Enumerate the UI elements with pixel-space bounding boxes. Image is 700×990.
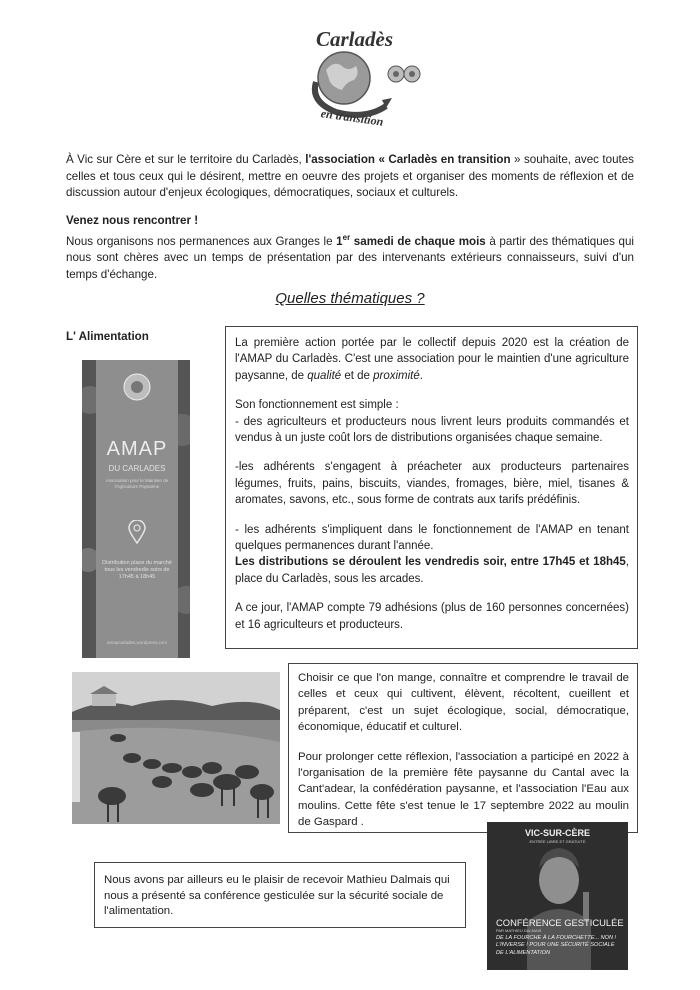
logo-line1: Carladès <box>316 27 394 51</box>
intro-association-name: l'association « Carladès en transition <box>305 153 511 166</box>
conference-box <box>94 862 466 928</box>
meet-heading: Venez nous rencontrer ! <box>66 214 199 227</box>
conference-poster <box>487 822 628 970</box>
box2-paragraph-1: Choisir ce que l'on mange, connaître et comprendre le travail de celles et ceux qui cultivent, élèvent, récoltent, cueillent et préparent, c'est un sujet écologique, social, démocratique, économique, éducatif et culturel. <box>298 672 629 734</box>
carlades-logo <box>296 22 426 132</box>
box1-paragraph-5: - les adhérents s'impliquent dans le fonctionnement de l'AMAP en tenant quelques permanences durant l'année. <box>235 523 629 553</box>
box1-p1-end: . <box>419 369 423 382</box>
box1-paragraph-4: -les adhérents s'engagent à préacheter aux producteurs partenaires légumes, fruits, pains, biscuits, viandes, fromages, bière, miel, tisanes & aromates, savons, etc., sous forme de contrats aux tarifs prédéfinis. <box>235 461 629 507</box>
box1-paragraph-1 <box>235 335 629 384</box>
meet-bold: samedi de chaque mois <box>350 234 486 248</box>
logo-line2: en transition <box>319 106 385 129</box>
box2-paragraph-2: Pour prolonger cette réflexion, l'association a participé en 2022 à l'organisation de la première fête paysanne du Cantal avec la Cant'adear, la confédération paysanne, et l'association l'Eau aux moulins. Cette fête s'est tenue le 17 septembre 2022 au moulin de Gaspard . <box>298 750 629 829</box>
box1-p6-rest: , place du Carladès, sous les arcades. <box>235 556 629 585</box>
meet-ordinal: 1 <box>336 234 343 248</box>
amap-banner <box>96 360 178 658</box>
poster-author: PAR MATHIEU DALMAIS <box>496 928 542 933</box>
amap-description-box <box>225 326 638 649</box>
intro-paragraph <box>66 152 634 202</box>
box1-paragraph-7: A ce jour, l'AMAP compte 79 adhésions (plus de 160 personnes concernées) et 16 agriculteurs et producteurs. <box>235 602 629 631</box>
meet-text-1: Nous organisons nos permanences aux Granges le <box>66 234 337 248</box>
meet-paragraph <box>66 230 634 283</box>
meet-ordinal-sup: er <box>342 233 351 242</box>
poster-tagline: DE LA FOURCHE À LA FOURCHETTE... NON ! L'INVERSE ! POUR UNE SÉCURITÉ SOCIALE DE L'ALIMENTATION <box>496 935 617 956</box>
intro-text-1: À Vic sur Cère et sur le territoire du Carladès, <box>66 153 306 166</box>
location-pin-icon <box>128 520 146 544</box>
alimentation-label: L' Alimentation <box>66 330 149 343</box>
poster-city: VIC-SUR-CÈRE <box>524 828 590 838</box>
box1-paragraph-2: Son fonctionnement est simple : <box>235 399 399 412</box>
box1-paragraph-6 <box>235 554 629 587</box>
food-reflection-box <box>288 663 638 833</box>
poster-title: CONFÉRENCE GESTICULÉE <box>496 917 624 928</box>
section-title: Quelles thématiques ? <box>275 290 425 307</box>
amap-logo-icon <box>122 372 152 402</box>
amap-banner-photo <box>82 360 190 658</box>
banner-website: amapcarlades.wordpress.com <box>106 640 168 645</box>
banner-title: AMAP <box>106 438 168 460</box>
box1-distribution-time: Les distributions se déroulent les vendredis soir, entre 17h45 et 18h45 <box>235 556 626 569</box>
box1-paragraph-3: - des agriculteurs et producteurs nous livrent leurs produits commandés et vendus à un juste coût lors de distributions organisées chaque semaine. <box>235 415 629 445</box>
meet-text-2: à partir des thématiques qui nous sont chères avec un temps de présentation par des intervenants extérieurs connaisseurs, suivi d'un temps d'échange. <box>66 234 634 281</box>
banner-subtitle: DU CARLADES <box>108 464 166 473</box>
banner-distribution: Distribution place du marché tous les vendredis soirs de 17h45 à 18h45 <box>102 560 172 580</box>
box1-p1-text: La première action portée par le collectif depuis 2020 est la création de l'AMAP du Carladès. C'est une association pour le maintien d'une agriculture paysanne, de <box>235 337 629 382</box>
box1-proximity: proximité <box>373 369 420 382</box>
box1-p1-mid: et de <box>341 369 374 382</box>
box3-text: Nous avons par ailleurs eu le plaisir de recevoir Mathieu Dalmais qui nous a présenté sa conférence gesticulée sur la sécurité sociale de l'alimentation. <box>104 874 450 917</box>
poster-entry: ENTRÉE LIBRE ET GRATUITE <box>529 839 586 844</box>
intro-text-2: » souhaite, avec toutes celles et tous ceux qui le désirent, mettre en oeuvre des projets et organiser des moments de réflexion et de discussion autour d'enjeux écologiques, démocratiques, sociaux et culturels. <box>66 153 634 199</box>
banner-tagline: Association pour le Maintien de l'Agriculture Paysanne <box>105 478 169 489</box>
box1-quality: qualité <box>307 369 342 382</box>
goats-photo <box>72 672 280 824</box>
